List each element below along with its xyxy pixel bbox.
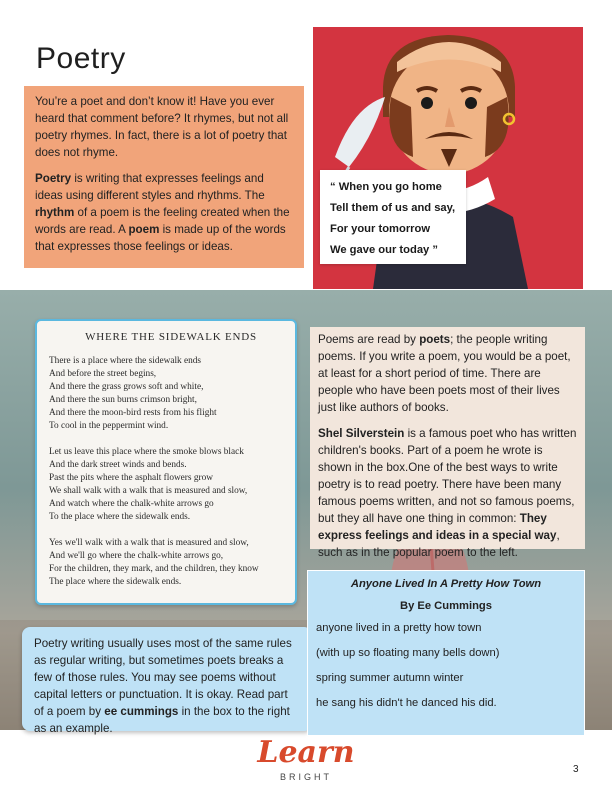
poem-line: To the place where the sidewalk ends. [49, 512, 191, 522]
poem-line: Let us leave this place where the smoke blows black [49, 447, 244, 457]
poets-text-4: , such as in the popular poem to the left. [318, 529, 560, 559]
quote-line: For your tomorrow [330, 223, 431, 235]
quote-line: “ When you go home [330, 181, 442, 193]
poem-line: And watch where the chalk-white arrows go [49, 499, 214, 509]
poem-line: There is a place where the sidewalk ends [49, 356, 202, 366]
poem-line: To cool in the peppermint wind. [49, 421, 169, 431]
learn-bright-logo [248, 735, 364, 789]
poem-line: he sang his didn't he danced his did. [316, 697, 497, 709]
poem-line: Past the pits where the asphalt flowers grow [49, 473, 213, 483]
poem-line: And we'll go where the chalk-white arrows go, [49, 551, 224, 561]
poets-paragraph-1 [318, 331, 577, 416]
poem-line: spring summer autumn winter [316, 672, 464, 684]
poem-stanza [49, 446, 283, 524]
page-title: Poetry [36, 42, 126, 75]
poem-line: anyone lived in a pretty how town [316, 622, 482, 634]
page-number: 3 [573, 764, 579, 775]
logo-wordmark: Learn [257, 735, 355, 770]
term-shel-silverstein: Shel Silverstein [318, 427, 405, 440]
poem-line: And the dark street winds and bends. [49, 460, 187, 470]
poem-line: And there the sun burns crimson bright, [49, 395, 197, 405]
quote-box [320, 170, 466, 264]
intro-text-2: of a poem is the feeling created when the words are read. A [35, 206, 290, 236]
poem-line: And there the grass grows soft and white, [49, 382, 204, 392]
sidewalk-poem-box [35, 319, 297, 605]
term-poetry: Poetry [35, 172, 72, 185]
poets-text-1: Poems are read by [318, 333, 420, 346]
poem-line: (with up so floating many bells down) [316, 647, 500, 659]
intro-paragraph-2 [35, 170, 293, 255]
poem-line: The place where the sidewalk ends. [49, 577, 182, 587]
poets-text-3: is a famous poet who has written children's books. Part of a poem he wrote is shown in the box.One of the best ways to write poetry is to read poetry. There have been many famous poems written, and not so famous poems, but they all have one thing in common: [318, 427, 577, 525]
poem-line: For the children, they mark, and the children, they know [49, 564, 259, 574]
poem-line: And there the moon-bird rests from his flight [49, 408, 217, 418]
term-ee-cummings: ee cummings [104, 705, 179, 718]
intro-box [24, 86, 304, 268]
intro-text-1: is writing that expresses feelings and ideas using different styles and rhythms. The [35, 172, 265, 202]
poem-stanza [49, 355, 283, 433]
poem-line: And before the street begins, [49, 369, 157, 379]
poem-line: Yes we'll walk with a walk that is measured and slow, [49, 538, 249, 548]
term-poem: poem [128, 223, 160, 236]
sidewalk-poem-title: WHERE THE SIDEWALK ENDS [85, 331, 257, 343]
term-rhythm: rhythm [35, 206, 75, 219]
poets-text-2: ; the people writing poems. If you write a poem, you would be a poet, at least for a short period of time. There are people who have been poets most of their lives just like authors of books. [318, 333, 571, 414]
rules-box [22, 627, 312, 735]
intro-text-3: is made up of the words that expresses those feelings or ideas. [35, 223, 286, 253]
poem-line: We shall walk with a walk that is measured and slow, [49, 486, 248, 496]
logo-subtitle: BRIGHT [279, 772, 332, 782]
poem-stanza [49, 537, 283, 589]
quote-line: We gave our today ” [330, 244, 438, 256]
poets-paragraph-2 [318, 425, 577, 561]
cummings-poem-title: Anyone Lived In A Pretty How Town [350, 578, 542, 590]
cummings-poem-author: By Ee Cummings [399, 600, 492, 612]
term-poets: poets [419, 333, 451, 346]
rules-text-1: Poetry writing usually uses most of the same rules as regular writing, but sometimes poets breaks a few of those rules. You may see poems without capital letters or punctuation. It is okay. Read part of a poem by [34, 637, 292, 718]
term-feelings-ideas: They express feelings and ideas in a special way [318, 512, 557, 542]
poets-box [310, 327, 585, 559]
intro-paragraph-1: You’re a poet and don’t know it! Have you ever heard that comment before? It rhymes, but not all poetry rhymes. In fact, there is a lot of poetry that does not rhyme. [35, 95, 289, 159]
rules-text-2: in the box to the right as an example. [34, 705, 290, 735]
quote-line: Tell them of us and say, [330, 202, 456, 214]
cummings-poem-box [307, 570, 585, 736]
